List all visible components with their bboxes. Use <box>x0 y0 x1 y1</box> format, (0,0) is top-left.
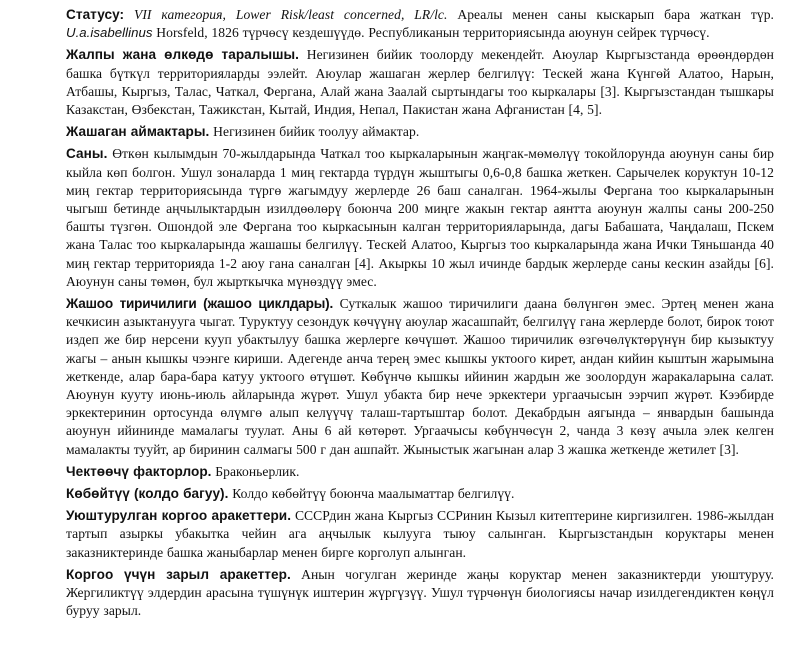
lifecycle-text: Суткалык жашоо тиричилиги даана бөлүнгөн эмес. Эртең менен жана кечкисин азыктанууга чыгат. Туруктуу сезондук көчүүнү аюулар жасашпайт, белгилүү гана жерлерде болот, бирок тоют издеп же бир нерсени кууп убактылуу башка жерлерге көчүшөт. Жашоо тиричилик өзгөчөлүктөрүнүн бир кызыктуу жагы – анын кышкы чээнге кириши. Адегенде анча терең эмес кышкы уктоого кирет, андан кийин кыштын жарымына жеткенде, алар бара-бара катуу уктоого өтүшөт. Көбүнчө кышкы ийинин жардын же зоолордун жаракаларына салат. Аюунун кууту июнь-июль айларында жүрөт. Ушул убакта бир нече эркектери ургаачысын ээрчип жүрөт. Кээбирде эркектеринин ортосунда өлүмгө алып келүүчү талаш-тартыштар болот. Декабрдын аягында – январдын башында аюунун ийининде мамалагы туулат. Аны 6 ай көтөрөт. Ургаачысы көбүнчөсүн 2, чанда 3 көзү ачыла элек келген мамалакты тууйт, ар биринин салмагы 500 г дан ашпайт. Жыныстык жагынан алар 3 жашка жеткенде жетилет [3]. <box>66 296 775 457</box>
measures-needed-section <box>66 566 774 621</box>
limiting-text: Браконьерлик. <box>215 463 300 479</box>
subspecies-name: U.a.isabellinus <box>66 25 153 41</box>
limiting-section <box>66 463 774 481</box>
lifecycle-section <box>66 295 774 459</box>
number-heading: Саны. <box>66 146 108 162</box>
number-text: Өткөн кылымдын 70-жылдарында Чаткал тоо кыркаларынын жаңгак-мөмөлүү токойлорунда аюунун саны бир кыйла көп болгон. Ушул зоналарда 1 миң гектарда түрдүн жыштыгы 0,6-0,8 башка жеткен. Сарычелек коруктун 10-12 миң гектар территориясында түргө жагымдуу жерлерде 26 баш саналган. 1964-жылы Фергана тоо кыркаларынын чыгыш бетинде аңчылыктардын изилдөөлөрү боюнча 200 миңге жакын гектар аянтта аюунун жалпы саны 200-250 башты түзгөн. Ошондой эле Фергана тоо кыркасынын калган территорияларында, дагы Бабашата, Чаңдалаш, Пскем жана Талас тоо кыркаларында жашашы белгилүү. Тескей Алатоо, Кыргыз тоо кыркаларында жана Ички Тяньшанда 40 миң гектар территорияда 1-2 аюу гана саналган [4]. Акыркы 10 жыл ичинде бардык жерлерде саны кескин азайды [6]. Аюунун саны төмөн, бул жырткычка мүнөздүү эмес. <box>66 146 774 289</box>
measures-taken-heading: Уюштурулган коргоо аракеттери. <box>66 508 292 524</box>
habitat-text: Негизинен бийик тоолуу аймактар. <box>213 124 420 140</box>
measures-needed-text: Анын чогулган жеринде жаңы коруктар менен заказниктерди уюштуруу. Жергиликтүү элдердин арасына түшүнүк иштерин жүргүзүү. Ушул түрчөнүн биологиясы начар изилдегендиктен көңүл буруу зарыл. <box>66 566 774 619</box>
breeding-section <box>66 485 774 503</box>
distribution-heading: Жалпы жана өлкөдө таралышы. <box>66 47 300 63</box>
status-section <box>66 6 774 42</box>
lifecycle-heading: Жашоо тиричилиги (жашоо циклдары). <box>66 296 334 312</box>
status-category: VII категория, Lower Risk/least concerned, LR/lc. <box>134 7 448 22</box>
measures-taken-text: СССРдин жана Кыргыз ССРинин Кызыл китептерине киргизилген. 1986-жылдан тартып азыркы убакытка чейин ага аңчылык кылууга тыюу салынган. Кыргызстандын коруктары менен заказниктеринде башка жаныбарлар менен бирге корголуп алынган. <box>66 508 774 560</box>
status-heading: Статусу: <box>66 7 125 22</box>
breeding-heading: Көбөйтүү (колдо багуу). <box>66 486 229 502</box>
distribution-section <box>66 46 774 119</box>
habitat-section <box>66 123 774 141</box>
limiting-heading: Чектөөчү факторлор. <box>66 463 212 479</box>
habitat-heading: Жашаган аймактары. <box>66 124 210 140</box>
distribution-text: Негизинен бийик тоолорду мекендейт. Аюулар Кыргызстанда өрөөндөрдөн башка бүткүл территорияларды ээлейт. Аюулар жашаган жерлер белгилүү: Тескей жана Күнгөй Алатоо, Нарын, Атбашы, Кыргыз, Талас, Чаткал, Фергана, Алай жана Заалай сыртындагы тоо кыркалары [3]. Кыргызстандан тышкары Казакстан, Өзбекстан, Тажикстан, Кытай, Индия, Непал, Пакистан жана Афганистан [4, 5]. <box>66 47 774 118</box>
measures-taken-section <box>66 507 774 562</box>
breeding-text: Колдо көбөйтүү боюнча маалыматтар белгилүү. <box>232 486 515 502</box>
number-section <box>66 145 774 291</box>
status-text-1: Ареалы менен саны кыскарып бара жаткан түр. <box>457 7 774 22</box>
measures-needed-heading: Коргоо үчүн зарыл аракеттер. <box>66 566 291 582</box>
status-text-2: Horsfeld, 1826 түрчөсү кездешүүдө. Республиканын территориясында аюунун сейрек түрчөсү. <box>156 25 710 41</box>
